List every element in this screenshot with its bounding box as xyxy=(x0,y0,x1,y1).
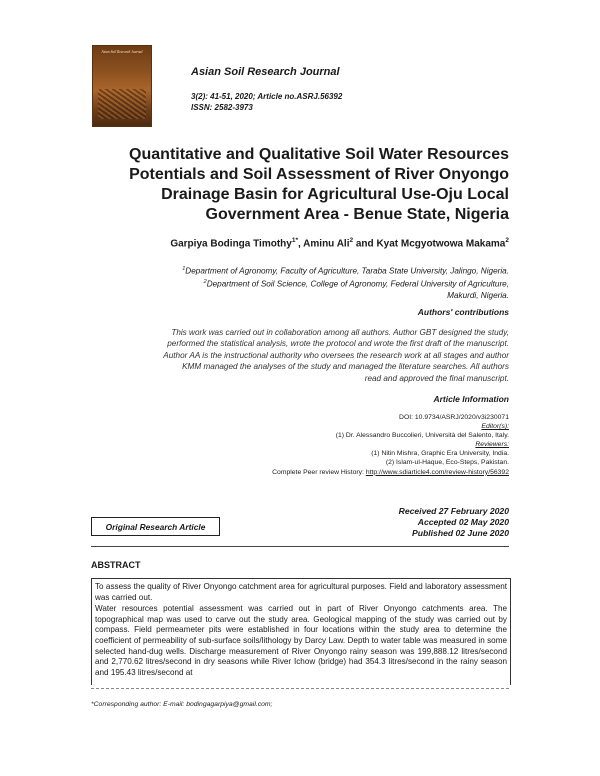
contrib-line: performed the statistical analysis, wrote the protocol and wrote the first draft of the manuscript. xyxy=(167,339,509,349)
abstract-paragraph: Water resources potential assessment was carried out in part of River Onyongo catchments area. The topographical map was used to carve out the study area. Geological mapping of the study was carried out by compass. Field permeameter pits were established in four locations within the study area to determine the coefficient of permeability of sub-surface soils/lithology by Darcy Law. Depth to water table was measured in some selected hand-dug wells. Discharge measurement of River Onyongo rainy season was 199,888.12 litres/second and 2,770.62 litres/second in dry seasons while River Ichow (bridge) had 354.3 litres/second in the rainy season and 195.43 litres/second at xyxy=(95,604,507,677)
doi: DOI: 10.9734/ASRJ/2020/v3i230071 xyxy=(399,414,509,421)
reviewer: (1) Nitin Mishra, Graphic Era University, India. xyxy=(371,450,509,458)
review-history xyxy=(272,468,509,477)
journal-issn: ISSN: 2582-3973 xyxy=(191,103,253,112)
editors-label: Editor(s): xyxy=(481,423,509,431)
journal-name: Asian Soil Research Journal xyxy=(191,66,340,78)
paper-title xyxy=(89,145,509,225)
contrib-line: Author AA is the instructional authority who oversees the research work at all stages and author xyxy=(163,350,509,360)
review-history-link[interactable]: http://www.sdiarticle4.com/review-history/56392 xyxy=(365,468,509,476)
contrib-line: This work was carried out in collaboration among all authors. Author GBT designed the study, xyxy=(171,328,509,337)
published-date: Published 02 June 2020 xyxy=(412,528,509,538)
affil-text: Department of Soil Science, College of Agronomy, Federal University of Agriculture, xyxy=(206,279,509,289)
author-name: Garpiya Bodinga Timothy xyxy=(170,238,292,250)
received-date: Received 27 February 2020 xyxy=(398,506,509,516)
affil-text: Department of Agronomy, Faculty of Agriculture, Taraba State University, Jalingo, Nigeria. xyxy=(185,266,509,276)
reviewer: (2) Islam-ul-Haque, Eco-Steps, Pakistan. xyxy=(385,459,509,467)
affiliation-2 xyxy=(182,277,509,290)
accepted-date: Accepted 02 May 2020 xyxy=(417,517,509,527)
journal-volume: 3(2): 41-51, 2020; Article no.ASRJ.56392 xyxy=(191,92,343,101)
affil-mark: 1 xyxy=(182,266,186,272)
title-line: Quantitative and Qualitative Soil Water Resources xyxy=(129,146,509,163)
cover-soil-texture xyxy=(98,89,146,119)
editor: (1) Dr. Alessandro Buccolieri, Università del Salento, Italy. xyxy=(335,432,509,440)
review-history-label: Complete Peer review History: xyxy=(272,468,366,476)
contrib-line: read and approved the final manuscript. xyxy=(364,373,509,383)
article-info xyxy=(272,413,509,477)
article-type-badge: Original Research Article xyxy=(91,517,220,536)
author-separator: and xyxy=(353,238,377,250)
author-name: Kyat Mcgyotwowa Makama xyxy=(376,238,506,250)
abstract-paragraph: To assess the quality of River Onyongo catchment area for agricultural purposes. Field and laboratory assessment was carried out. xyxy=(95,582,507,602)
affiliation-1 xyxy=(182,264,509,277)
affiliations xyxy=(182,264,509,302)
journal-cover-image xyxy=(92,45,152,127)
title-line: Government Area - Benue State, Nigeria xyxy=(205,206,509,223)
author-separator: , xyxy=(297,238,304,250)
contributions-heading: Authors' contributions xyxy=(417,307,509,317)
corresponding-author-note: *Corresponding author: E-mail: bodingagarpiya@gmail.com; xyxy=(91,701,273,708)
article-info-heading: Article Information xyxy=(433,394,509,404)
author-affil-mark: 2 xyxy=(349,237,354,244)
contrib-line: KMM managed the analyses of the study and managed the literature searches. All authors xyxy=(182,362,509,372)
author-affil-mark: 2 xyxy=(505,237,509,244)
publication-dates xyxy=(399,506,509,539)
author-name: Aminu Ali xyxy=(303,238,350,250)
cover-title: Asian Soil Research Journal xyxy=(101,50,143,54)
contributions-text xyxy=(99,327,509,384)
abstract-heading: ABSTRACT xyxy=(91,560,141,570)
affil-mark: 2 xyxy=(203,279,207,286)
section-divider xyxy=(91,546,509,547)
title-line: Drainage Basin for Agricultural Use-Oju Local xyxy=(161,186,509,203)
abstract-box xyxy=(91,578,511,685)
author-affil-mark: 1* xyxy=(291,237,298,244)
affiliation-2-cont: Makurdi, Nigeria. xyxy=(447,291,509,301)
reviewers-label: Reviewers: xyxy=(475,441,509,449)
author-list xyxy=(170,237,509,249)
footnote-divider xyxy=(91,688,509,689)
title-line: Potentials and Soil Assessment of River Onyongo xyxy=(129,166,509,183)
